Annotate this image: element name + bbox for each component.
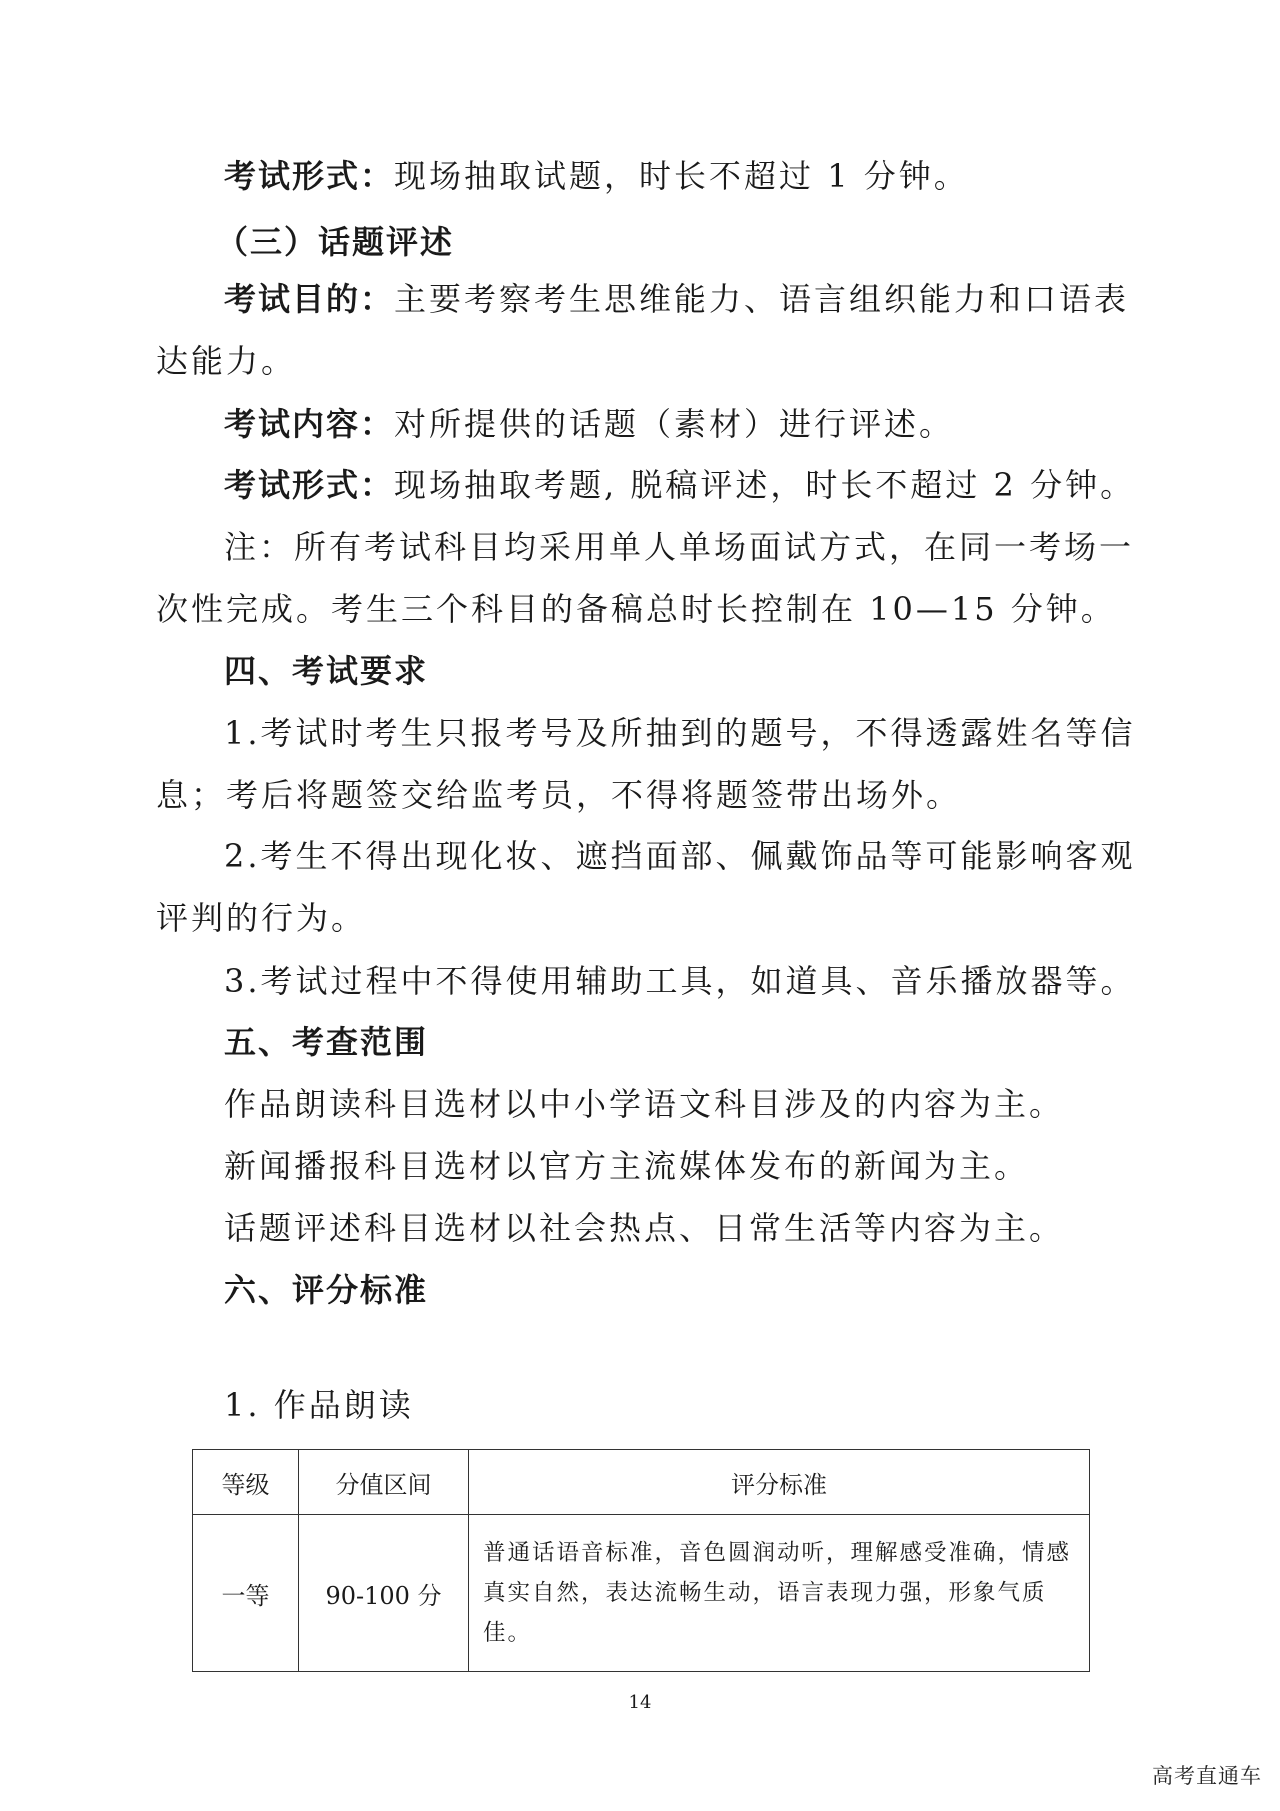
scope-reading: 作品朗读科目选材以中小学语文科目涉及的内容为主。 — [224, 1085, 1065, 1123]
cell-criteria: 普通话语音标准，音色圆润动听，理解感受准确，情感真实自然，表达流畅生动，语言表现力强，形象气质佳。 — [469, 1515, 1090, 1672]
section-heading-scoring: 六、评分标准 — [224, 1271, 429, 1309]
exam-format-text: 现场抽取试题，时长不超过 1 分钟。 — [394, 157, 969, 195]
exam-content-line — [224, 404, 1124, 444]
exam-content-text: 对所提供的话题（素材）进行评述。 — [394, 405, 955, 443]
scoring-table — [192, 1449, 1090, 1672]
note-continuation: 次性完成。考生三个科目的备稿总时长控制在 10—15 分钟。 — [156, 590, 1116, 628]
exam-purpose-continuation: 达能力。 — [156, 342, 297, 380]
header-criteria: 评分标准 — [469, 1450, 1090, 1515]
requirement-2-continuation: 评判的行为。 — [156, 899, 367, 937]
header-range: 分值区间 — [299, 1450, 469, 1515]
exam-purpose-label: 考试目的： — [224, 280, 395, 318]
cell-grade: 一等 — [193, 1515, 299, 1672]
requirement-3: 3.考试过程中不得使用辅助工具，如道具、音乐播放器等。 — [224, 962, 1136, 1000]
header-grade: 等级 — [193, 1450, 299, 1515]
exam-format-line-2 — [224, 465, 1136, 505]
requirement-1: 1.考试时考生只报考号及所抽到的题号，不得透露姓名等信 — [224, 714, 1136, 752]
table-row — [193, 1515, 1090, 1672]
page-number: 14 — [628, 1692, 652, 1713]
note-line: 注：所有考试科目均采用单人单场面试方式，在同一考场一 — [224, 528, 1135, 566]
exam-purpose-text: 主要考察考生思维能力、语言组织能力和口语表 — [394, 280, 1130, 318]
scope-topic: 话题评述科目选材以社会热点、日常生活等内容为主。 — [224, 1209, 1065, 1247]
exam-content-label: 考试内容： — [224, 405, 395, 443]
section-heading-topic-commentary: （三）话题评述 — [216, 223, 455, 261]
table-header-row — [193, 1450, 1090, 1515]
subsection-reading: 1. 作品朗读 — [224, 1386, 414, 1424]
exam-format-text-2: 现场抽取考题, 脱稿评述，时长不超过 2 分钟。 — [394, 466, 1136, 504]
exam-format-label: 考试形式： — [224, 157, 395, 195]
scope-news: 新闻播报科目选材以官方主流媒体发布的新闻为主。 — [224, 1147, 1030, 1185]
requirement-2: 2.考生不得出现化妆、遮挡面部、佩戴饰品等可能影响客观 — [224, 837, 1136, 875]
exam-format-line — [224, 156, 1124, 196]
watermark: 高考直通车 — [1152, 1764, 1262, 1788]
cell-range: 90-100 分 — [299, 1515, 469, 1672]
section-heading-exam-requirements: 四、考试要求 — [224, 652, 429, 690]
requirement-1-continuation: 息；考后将题签交给监考员，不得将题签带出场外。 — [156, 776, 962, 814]
exam-purpose-line — [224, 279, 1130, 319]
section-heading-scope: 五、考查范围 — [224, 1023, 429, 1061]
exam-format-label-2: 考试形式： — [224, 466, 395, 504]
